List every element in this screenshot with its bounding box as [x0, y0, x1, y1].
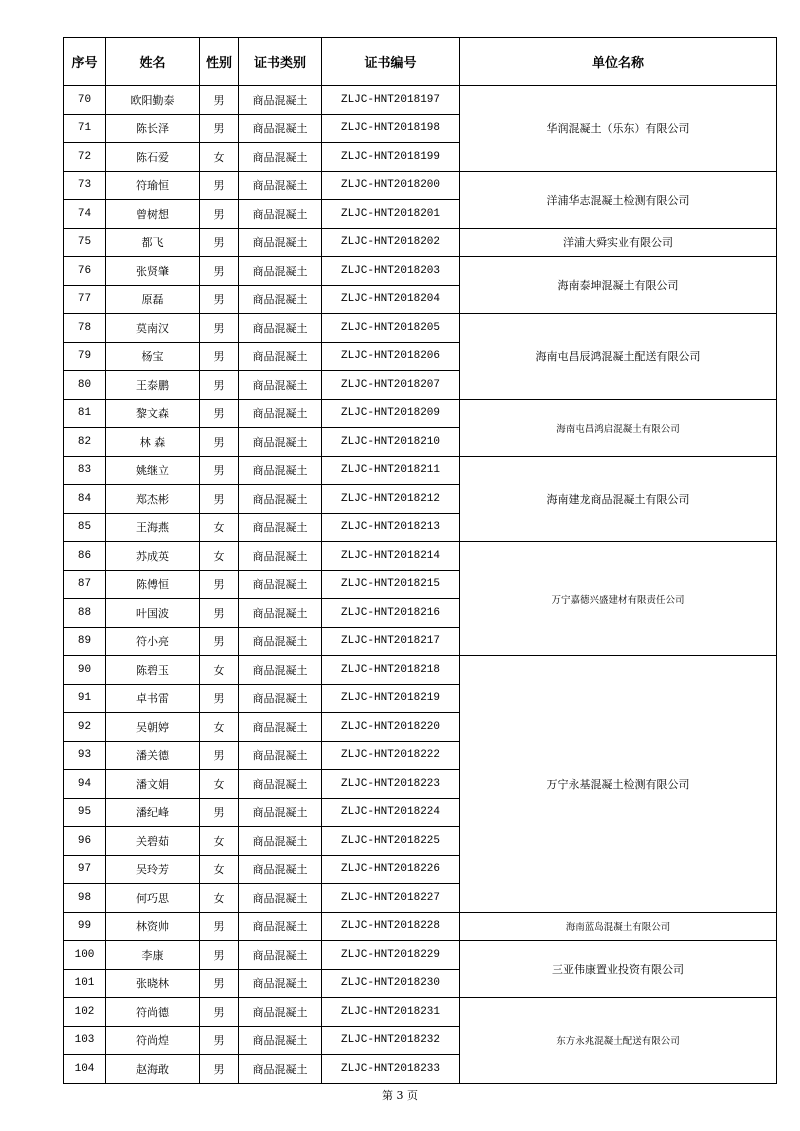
cell-name: 潘文娟: [106, 770, 200, 799]
cell-name: 欧阳勤泰: [106, 86, 200, 115]
cell-cert-type: 商品混凝土: [239, 513, 322, 542]
cell-name: 潘纪峰: [106, 798, 200, 827]
cell-organization: 海南泰坤混凝土有限公司: [460, 257, 777, 314]
cell-name: 张贤肇: [106, 257, 200, 286]
cell-gender: 女: [200, 656, 239, 685]
cell-cert-type: 商品混凝土: [239, 143, 322, 172]
cell-cert-type: 商品混凝土: [239, 314, 322, 343]
cell-cert-type: 商品混凝土: [239, 713, 322, 742]
cell-cert-number: ZLJC-HNT2018204: [322, 285, 460, 314]
cell-gender: 男: [200, 342, 239, 371]
cell-cert-number: ZLJC-HNT2018209: [322, 399, 460, 428]
cell-name: 姚继立: [106, 456, 200, 485]
cell-cert-number: ZLJC-HNT2018217: [322, 627, 460, 656]
cell-name: 吴玲芳: [106, 855, 200, 884]
cell-cert-type: 商品混凝土: [239, 399, 322, 428]
cell-gender: 男: [200, 912, 239, 941]
cell-cert-type: 商品混凝土: [239, 912, 322, 941]
table-row: [64, 542, 777, 571]
cell-gender: 男: [200, 399, 239, 428]
cell-gender: 男: [200, 200, 239, 229]
cell-cert-number: ZLJC-HNT2018203: [322, 257, 460, 286]
cell-gender: 女: [200, 513, 239, 542]
cell-name: 陈石爱: [106, 143, 200, 172]
cell-cert-type: 商品混凝土: [239, 827, 322, 856]
cell-gender: 男: [200, 969, 239, 998]
cell-cert-type: 商品混凝土: [239, 570, 322, 599]
cell-index: 93: [64, 741, 106, 770]
cell-index: 96: [64, 827, 106, 856]
cell-name: 吴朝婷: [106, 713, 200, 742]
cell-gender: 女: [200, 770, 239, 799]
table-row: [64, 998, 777, 1027]
cell-cert-number: ZLJC-HNT2018218: [322, 656, 460, 685]
cell-gender: 男: [200, 485, 239, 514]
table-row: [64, 656, 777, 685]
cell-cert-number: ZLJC-HNT2018216: [322, 599, 460, 628]
certificate-table: [63, 37, 777, 1084]
cell-name: 潘关德: [106, 741, 200, 770]
cell-cert-number: ZLJC-HNT2018220: [322, 713, 460, 742]
cell-name: 都飞: [106, 228, 200, 257]
cell-index: 94: [64, 770, 106, 799]
cell-cert-type: 商品混凝土: [239, 342, 322, 371]
cell-name: 陈长泽: [106, 114, 200, 143]
cell-cert-type: 商品混凝土: [239, 798, 322, 827]
cell-index: 88: [64, 599, 106, 628]
cell-index: 104: [64, 1055, 106, 1084]
cell-cert-type: 商品混凝土: [239, 684, 322, 713]
cell-index: 89: [64, 627, 106, 656]
cell-name: 陈碧玉: [106, 656, 200, 685]
cell-index: 90: [64, 656, 106, 685]
table-row: [64, 314, 777, 343]
cell-index: 85: [64, 513, 106, 542]
cell-index: 91: [64, 684, 106, 713]
cell-cert-number: ZLJC-HNT2018212: [322, 485, 460, 514]
cell-gender: 男: [200, 171, 239, 200]
cell-name: 叶国波: [106, 599, 200, 628]
cell-index: 82: [64, 428, 106, 457]
cell-gender: 女: [200, 542, 239, 571]
cell-index: 102: [64, 998, 106, 1027]
cell-cert-type: 商品混凝土: [239, 114, 322, 143]
cell-name: 莫南汉: [106, 314, 200, 343]
cell-organization: 三亚伟康置业投资有限公司: [460, 941, 777, 998]
cell-gender: 男: [200, 456, 239, 485]
cell-cert-number: ZLJC-HNT2018205: [322, 314, 460, 343]
cell-cert-type: 商品混凝土: [239, 456, 322, 485]
cell-cert-number: ZLJC-HNT2018214: [322, 542, 460, 571]
table-body: [64, 86, 777, 1084]
cell-gender: 男: [200, 570, 239, 599]
cell-index: 79: [64, 342, 106, 371]
cell-cert-number: ZLJC-HNT2018226: [322, 855, 460, 884]
cell-index: 74: [64, 200, 106, 229]
header-organization: 单位名称: [460, 38, 777, 86]
cell-gender: 男: [200, 998, 239, 1027]
cell-cert-number: ZLJC-HNT2018224: [322, 798, 460, 827]
cell-gender: 男: [200, 428, 239, 457]
cell-name: 郑杰彬: [106, 485, 200, 514]
table-row: [64, 86, 777, 115]
cell-organization: 海南建龙商品混凝土有限公司: [460, 456, 777, 542]
cell-organization: 洋浦华志混凝土检测有限公司: [460, 171, 777, 228]
cell-cert-type: 商品混凝土: [239, 599, 322, 628]
header-cert-number: 证书编号: [322, 38, 460, 86]
cell-cert-type: 商品混凝土: [239, 741, 322, 770]
cell-cert-number: ZLJC-HNT2018227: [322, 884, 460, 913]
cell-cert-number: ZLJC-HNT2018215: [322, 570, 460, 599]
cell-index: 75: [64, 228, 106, 257]
cell-cert-number: ZLJC-HNT2018233: [322, 1055, 460, 1084]
cell-cert-number: ZLJC-HNT2018206: [322, 342, 460, 371]
cell-index: 73: [64, 171, 106, 200]
cell-organization: 海南屯昌鸿启混凝土有限公司: [460, 399, 777, 456]
cell-name: 杨宝: [106, 342, 200, 371]
cell-name: 林资帅: [106, 912, 200, 941]
cell-cert-type: 商品混凝土: [239, 257, 322, 286]
cell-cert-type: 商品混凝土: [239, 1055, 322, 1084]
cell-index: 72: [64, 143, 106, 172]
cell-index: 78: [64, 314, 106, 343]
cell-name: 王泰鹏: [106, 371, 200, 400]
cell-cert-number: ZLJC-HNT2018231: [322, 998, 460, 1027]
cell-cert-type: 商品混凝土: [239, 941, 322, 970]
cell-name: 陈傅恒: [106, 570, 200, 599]
table-row: [64, 941, 777, 970]
header-name: 姓名: [106, 38, 200, 86]
cell-cert-number: ZLJC-HNT2018211: [322, 456, 460, 485]
cell-index: 92: [64, 713, 106, 742]
cell-gender: 男: [200, 371, 239, 400]
cell-cert-type: 商品混凝土: [239, 485, 322, 514]
cell-gender: 女: [200, 884, 239, 913]
cell-cert-number: ZLJC-HNT2018232: [322, 1026, 460, 1055]
cell-gender: 男: [200, 314, 239, 343]
cell-cert-number: ZLJC-HNT2018198: [322, 114, 460, 143]
cell-index: 76: [64, 257, 106, 286]
cell-name: 符瑜恒: [106, 171, 200, 200]
cell-gender: 男: [200, 798, 239, 827]
cell-organization: 东方永兆混凝土配送有限公司: [460, 998, 777, 1084]
cell-name: 原磊: [106, 285, 200, 314]
cell-cert-type: 商品混凝土: [239, 1026, 322, 1055]
cell-cert-type: 商品混凝土: [239, 285, 322, 314]
cell-name: 卓书雷: [106, 684, 200, 713]
cell-name: 曾树想: [106, 200, 200, 229]
cell-index: 70: [64, 86, 106, 115]
cell-cert-number: ZLJC-HNT2018219: [322, 684, 460, 713]
page-number: 第 3 页: [382, 1089, 418, 1102]
cell-gender: 女: [200, 713, 239, 742]
cell-cert-type: 商品混凝土: [239, 428, 322, 457]
cell-gender: 男: [200, 1055, 239, 1084]
cell-gender: 男: [200, 1026, 239, 1055]
table-header-row: [64, 38, 777, 86]
table-row: [64, 257, 777, 286]
cell-cert-number: ZLJC-HNT2018200: [322, 171, 460, 200]
table-row: [64, 912, 777, 941]
cell-cert-type: 商品混凝土: [239, 228, 322, 257]
table-row: [64, 171, 777, 200]
cell-index: 77: [64, 285, 106, 314]
cell-gender: 男: [200, 86, 239, 115]
cell-gender: 男: [200, 941, 239, 970]
table-row: [64, 228, 777, 257]
cell-name: 何巧思: [106, 884, 200, 913]
cell-cert-number: ZLJC-HNT2018222: [322, 741, 460, 770]
cell-cert-type: 商品混凝土: [239, 200, 322, 229]
cell-name: 黎文森: [106, 399, 200, 428]
cell-index: 71: [64, 114, 106, 143]
cell-cert-number: ZLJC-HNT2018223: [322, 770, 460, 799]
cell-gender: 男: [200, 684, 239, 713]
cell-name: 王海燕: [106, 513, 200, 542]
cell-index: 87: [64, 570, 106, 599]
cell-index: 81: [64, 399, 106, 428]
cell-index: 95: [64, 798, 106, 827]
cell-gender: 男: [200, 114, 239, 143]
table-row: [64, 399, 777, 428]
cell-name: 赵海敢: [106, 1055, 200, 1084]
cell-index: 98: [64, 884, 106, 913]
cell-organization: 海南蓝岛混凝土有限公司: [460, 912, 777, 941]
cell-cert-type: 商品混凝土: [239, 855, 322, 884]
cell-cert-type: 商品混凝土: [239, 656, 322, 685]
cell-gender: 女: [200, 143, 239, 172]
cell-index: 101: [64, 969, 106, 998]
cell-cert-number: ZLJC-HNT2018213: [322, 513, 460, 542]
cell-cert-type: 商品混凝土: [239, 884, 322, 913]
cell-index: 99: [64, 912, 106, 941]
cell-cert-number: ZLJC-HNT2018201: [322, 200, 460, 229]
cell-cert-number: ZLJC-HNT2018225: [322, 827, 460, 856]
cell-name: 符尚德: [106, 998, 200, 1027]
table-row: [64, 456, 777, 485]
cell-organization: 万宁嘉德兴盛建材有限责任公司: [460, 542, 777, 656]
cell-gender: 男: [200, 257, 239, 286]
cell-gender: 男: [200, 228, 239, 257]
cell-name: 苏成英: [106, 542, 200, 571]
cell-cert-type: 商品混凝土: [239, 86, 322, 115]
cell-name: 符尚煌: [106, 1026, 200, 1055]
cell-name: 张晓林: [106, 969, 200, 998]
cell-index: 103: [64, 1026, 106, 1055]
cell-name: 李康: [106, 941, 200, 970]
cell-cert-number: ZLJC-HNT2018228: [322, 912, 460, 941]
cell-cert-type: 商品混凝土: [239, 969, 322, 998]
cell-name: 关碧茹: [106, 827, 200, 856]
cell-organization: 万宁永基混凝土检测有限公司: [460, 656, 777, 913]
cell-index: 100: [64, 941, 106, 970]
cell-gender: 男: [200, 627, 239, 656]
cell-index: 97: [64, 855, 106, 884]
cell-cert-number: ZLJC-HNT2018202: [322, 228, 460, 257]
cell-index: 84: [64, 485, 106, 514]
cell-name: 林 森: [106, 428, 200, 457]
cell-cert-type: 商品混凝土: [239, 371, 322, 400]
cell-cert-type: 商品混凝土: [239, 171, 322, 200]
cell-gender: 女: [200, 827, 239, 856]
header-gender: 性别: [200, 38, 239, 86]
cell-cert-type: 商品混凝土: [239, 627, 322, 656]
header-cert-type: 证书类别: [239, 38, 322, 86]
cell-index: 83: [64, 456, 106, 485]
cell-gender: 男: [200, 599, 239, 628]
cell-name: 符小亮: [106, 627, 200, 656]
cell-cert-number: ZLJC-HNT2018210: [322, 428, 460, 457]
cell-organization: 华润混凝土（乐东）有限公司: [460, 86, 777, 172]
cell-cert-number: ZLJC-HNT2018230: [322, 969, 460, 998]
cell-cert-type: 商品混凝土: [239, 542, 322, 571]
header-index: 序号: [64, 38, 106, 86]
cell-index: 80: [64, 371, 106, 400]
cell-gender: 女: [200, 855, 239, 884]
cell-cert-number: ZLJC-HNT2018199: [322, 143, 460, 172]
cell-organization: 洋浦大舜实业有限公司: [460, 228, 777, 257]
cell-index: 86: [64, 542, 106, 571]
cell-cert-number: ZLJC-HNT2018207: [322, 371, 460, 400]
cell-cert-type: 商品混凝土: [239, 770, 322, 799]
cell-cert-number: ZLJC-HNT2018229: [322, 941, 460, 970]
cell-gender: 男: [200, 741, 239, 770]
cell-cert-type: 商品混凝土: [239, 998, 322, 1027]
cell-gender: 男: [200, 285, 239, 314]
cell-organization: 海南屯昌辰鸿混凝土配送有限公司: [460, 314, 777, 400]
cell-cert-number: ZLJC-HNT2018197: [322, 86, 460, 115]
